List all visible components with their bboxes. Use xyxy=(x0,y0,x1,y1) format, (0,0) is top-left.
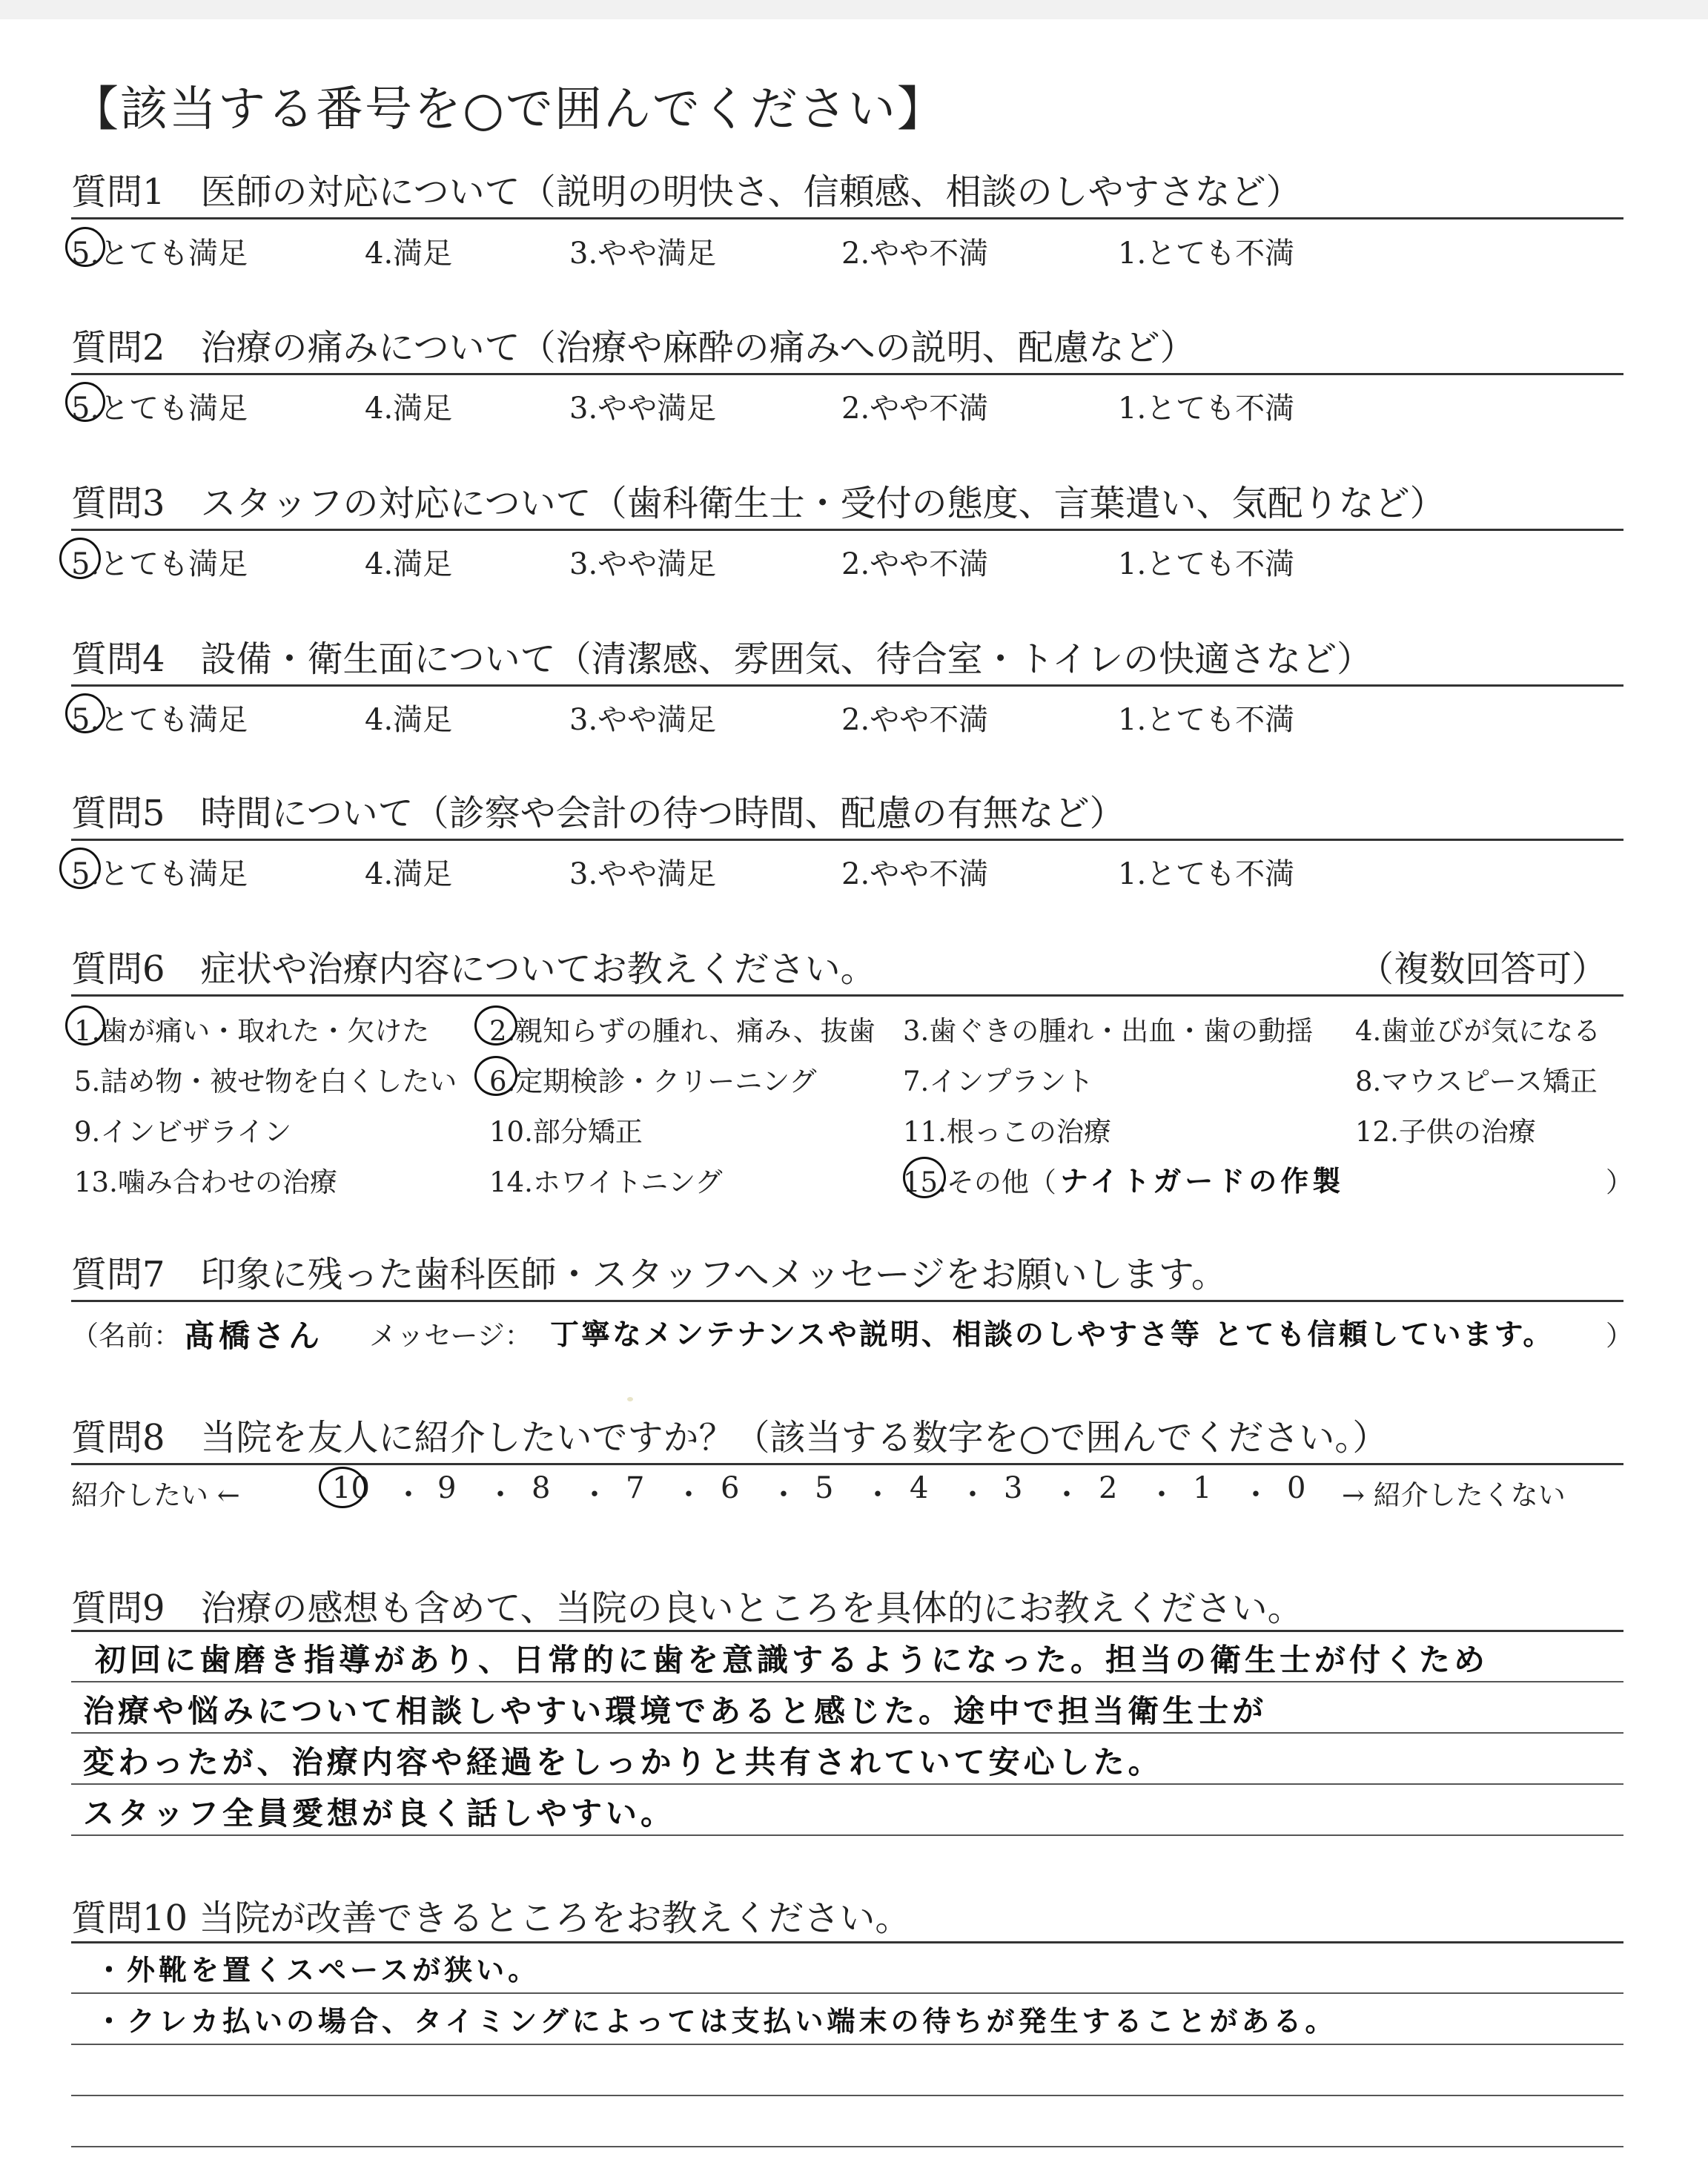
q5-option-1[interactable]: 1.とても不満 xyxy=(1118,857,1295,891)
q3-option-1[interactable]: 1.とても不満 xyxy=(1118,547,1295,581)
q7-close-paren: ） xyxy=(1606,1320,1633,1352)
q6-option-9[interactable]: 9.インビザライン xyxy=(74,1116,292,1148)
q8-dot: ・ xyxy=(769,1478,798,1512)
q3-option-4[interactable]: 4.満足 xyxy=(365,547,453,581)
q8-dot: ・ xyxy=(394,1478,423,1512)
q6-circle-2 xyxy=(474,1005,517,1046)
q4-option-2[interactable]: 2.やや不満 xyxy=(841,703,989,737)
q6-circle-15 xyxy=(903,1157,946,1198)
q6-option-4[interactable]: 4.歯並びが気になる xyxy=(1355,1015,1601,1047)
q8-dot: ・ xyxy=(580,1478,609,1512)
q10-rule-3 xyxy=(71,2044,1623,2045)
q9-rule-3 xyxy=(71,1732,1623,1734)
q8-scale-10[interactable]: 10 xyxy=(332,1471,370,1505)
q6-circle-6 xyxy=(474,1056,517,1096)
q8-dot: ・ xyxy=(958,1478,987,1512)
q4-option-1[interactable]: 1.とても不満 xyxy=(1118,703,1295,737)
q6-option-13[interactable]: 13.噛み合わせの治療 xyxy=(74,1166,337,1198)
q9-answer-line-4: スタッフ全員愛想が良く話しやすい。 xyxy=(83,1795,676,1832)
q9-rule-5 xyxy=(71,1834,1623,1836)
q8-scale-2[interactable]: 2 xyxy=(1099,1471,1118,1505)
q10-rule-4 xyxy=(71,2095,1623,2096)
q8-scale-9[interactable]: 9 xyxy=(437,1471,457,1505)
q4-title: 質問4 設備・衛生面について（清潔感、雰囲気、待合室・トイレの快適さなど） xyxy=(71,638,1373,680)
q2-option-3[interactable]: 3.やや満足 xyxy=(569,392,717,426)
q6-rule xyxy=(71,994,1623,997)
q6-circle-1 xyxy=(65,1005,105,1046)
q6-option-10[interactable]: 10.部分矯正 xyxy=(489,1116,643,1148)
q10-title: 質問10 当院が改善できるところをお教えください。 xyxy=(71,1898,911,1939)
q6-option-15[interactable]: 15.その他（ xyxy=(903,1166,1056,1198)
q6-option-7[interactable]: 7.インプラント xyxy=(903,1066,1094,1097)
q10-answer-line-1: ・外靴を置くスペースが狭い。 xyxy=(95,1954,540,1986)
q8-dot: ・ xyxy=(1241,1478,1271,1512)
q6-option-1[interactable]: 1.歯が痛い・取れた・欠けた xyxy=(74,1015,430,1047)
q6-option-14[interactable]: 14.ホワイトニング xyxy=(489,1166,723,1198)
q6-option-3[interactable]: 3.歯ぐきの腫れ・出血・歯の動揺 xyxy=(903,1015,1314,1047)
q7-name-label: （名前： xyxy=(71,1320,181,1352)
q10-rule-1 xyxy=(71,1941,1623,1943)
q7-title: 質問7 印象に残った歯科医師・スタッフへメッセージをお願いします。 xyxy=(71,1254,1227,1295)
q4-rule xyxy=(71,684,1623,687)
scan-top-band xyxy=(0,0,1708,19)
q1-option-5[interactable]: 5.とても満足 xyxy=(71,237,248,271)
q4-option-4[interactable]: 4.満足 xyxy=(365,703,453,737)
q8-scale-6[interactable]: 6 xyxy=(721,1471,740,1505)
q1-title: 質問1 医師の対応について（説明の明快さ、信頼感、相談のしやすさなど） xyxy=(71,171,1302,213)
q6-option-8[interactable]: 8.マウスピース矯正 xyxy=(1355,1066,1598,1097)
q10-answer-line-2: ・クレカ払いの場合、タイミングによっては支払い端末の待ちが発生することがある。 xyxy=(95,2005,1337,2038)
q1-option-1[interactable]: 1.とても不満 xyxy=(1118,237,1295,271)
q1-option-3[interactable]: 3.やや満足 xyxy=(569,237,717,271)
q2-rule xyxy=(71,373,1623,375)
q1-option-2[interactable]: 2.やや不満 xyxy=(841,237,989,271)
q9-rule-4 xyxy=(71,1783,1623,1785)
q5-option-2[interactable]: 2.やや不満 xyxy=(841,857,989,891)
q6-option-2[interactable]: 2.親知らずの腫れ、痛み、抜歯 xyxy=(489,1015,875,1047)
q8-dot: ・ xyxy=(674,1478,704,1512)
q8-right-label: → 紹介したくない xyxy=(1342,1479,1566,1511)
q5-rule xyxy=(71,839,1623,841)
q8-scale-5[interactable]: 5 xyxy=(815,1471,834,1505)
q2-option-4[interactable]: 4.満足 xyxy=(365,392,453,426)
instruction-heading: 【該当する番号を○で囲んでください】 xyxy=(71,82,946,137)
q10-rule-2 xyxy=(71,1992,1623,1994)
q9-answer-line-1: 初回に歯磨き指導があり、日常的に歯を意識するようになった。担当の衛生士が付くため xyxy=(95,1642,1489,1678)
q9-rule-2 xyxy=(71,1681,1623,1682)
q8-title: 質問8 当院を友人に紹介したいですか？（該当する数字を○で囲んでください。） xyxy=(71,1417,1388,1459)
q6-other-close-paren: ） xyxy=(1606,1166,1633,1198)
q7-message-label: メッセージ： xyxy=(369,1320,532,1352)
q8-answer-circle xyxy=(319,1467,366,1508)
q9-answer-line-3: 変わったが、治療内容や経過をしっかりと共有されていて安心した。 xyxy=(83,1744,1163,1780)
q4-option-5[interactable]: 5.とても満足 xyxy=(71,703,248,737)
q8-dot: ・ xyxy=(486,1478,515,1512)
q6-title: 質問6 症状や治療内容についてお教えください。 xyxy=(71,948,876,990)
q1-option-4[interactable]: 4.満足 xyxy=(365,237,453,271)
q2-option-5[interactable]: 5.とても満足 xyxy=(71,392,248,426)
q10-rule-5 xyxy=(71,2146,1623,2147)
q9-rule-1 xyxy=(71,1630,1623,1632)
q8-scale-4[interactable]: 4 xyxy=(910,1471,929,1505)
q1-rule xyxy=(71,217,1623,219)
q7-name-handwritten: 髙橋さん xyxy=(184,1318,324,1354)
q5-option-5[interactable]: 5.とても満足 xyxy=(71,857,248,891)
q6-option-12[interactable]: 12.子供の治療 xyxy=(1355,1116,1536,1148)
q6-option-6[interactable]: 6.定期検診・クリーニング xyxy=(489,1066,817,1097)
q8-dot: ・ xyxy=(863,1478,893,1512)
q6-option-5[interactable]: 5.詰め物・被せ物を白くしたい xyxy=(74,1066,457,1097)
q2-option-1[interactable]: 1.とても不満 xyxy=(1118,392,1295,426)
q6-multiple-note: （複数回答可） xyxy=(1358,948,1608,990)
q8-left-label: 紹介したい ← xyxy=(71,1479,240,1511)
q3-option-5[interactable]: 5.とても満足 xyxy=(71,547,248,581)
q8-scale-8[interactable]: 8 xyxy=(532,1471,551,1505)
q6-option-11[interactable]: 11.根っこの治療 xyxy=(903,1116,1111,1148)
q8-dot: ・ xyxy=(1052,1478,1082,1512)
q7-rule xyxy=(71,1300,1623,1302)
q2-option-2[interactable]: 2.やや不満 xyxy=(841,392,989,426)
q8-scale-1[interactable]: 1 xyxy=(1193,1471,1212,1505)
q5-title: 質問5 時間について（診察や会計の待つ時間、配慮の有無など） xyxy=(71,793,1125,834)
q3-option-3[interactable]: 3.やや満足 xyxy=(569,547,717,581)
q8-dot: ・ xyxy=(1147,1478,1176,1512)
q8-scale-7[interactable]: 7 xyxy=(626,1471,645,1505)
q3-rule xyxy=(71,529,1623,531)
q9-title: 質問9 治療の感想も含めて、当院の良いところを具体的にお教えください。 xyxy=(71,1588,1303,1629)
q3-option-2[interactable]: 2.やや不満 xyxy=(841,547,989,581)
q5-option-4[interactable]: 4.満足 xyxy=(365,857,453,891)
q8-rule xyxy=(71,1463,1623,1465)
q6-other-handwritten: ナイトガードの作製 xyxy=(1060,1165,1345,1198)
q4-option-3[interactable]: 3.やや満足 xyxy=(569,703,717,737)
q5-option-3[interactable]: 3.やや満足 xyxy=(569,857,717,891)
q2-title: 質問2 治療の痛みについて（治療や麻酔の痛みへの説明、配慮など） xyxy=(71,327,1196,369)
q7-message-handwritten: 丁寧なメンテナンスや説明、相談のしやすさ等 とても信頼しています。 xyxy=(550,1318,1555,1352)
q8-scale-0[interactable]: 0 xyxy=(1287,1471,1306,1505)
q9-answer-line-2: 治療や悩みについて相談しやすい環境であると感じた。途中で担当衛生士が xyxy=(83,1693,1268,1729)
q8-scale-3[interactable]: 3 xyxy=(1004,1471,1023,1505)
q3-title: 質問3 スタッフの対応について（歯科衛生士・受付の態度、言葉遣い、気配りなど） xyxy=(71,483,1446,524)
scan-speck xyxy=(627,1397,633,1401)
